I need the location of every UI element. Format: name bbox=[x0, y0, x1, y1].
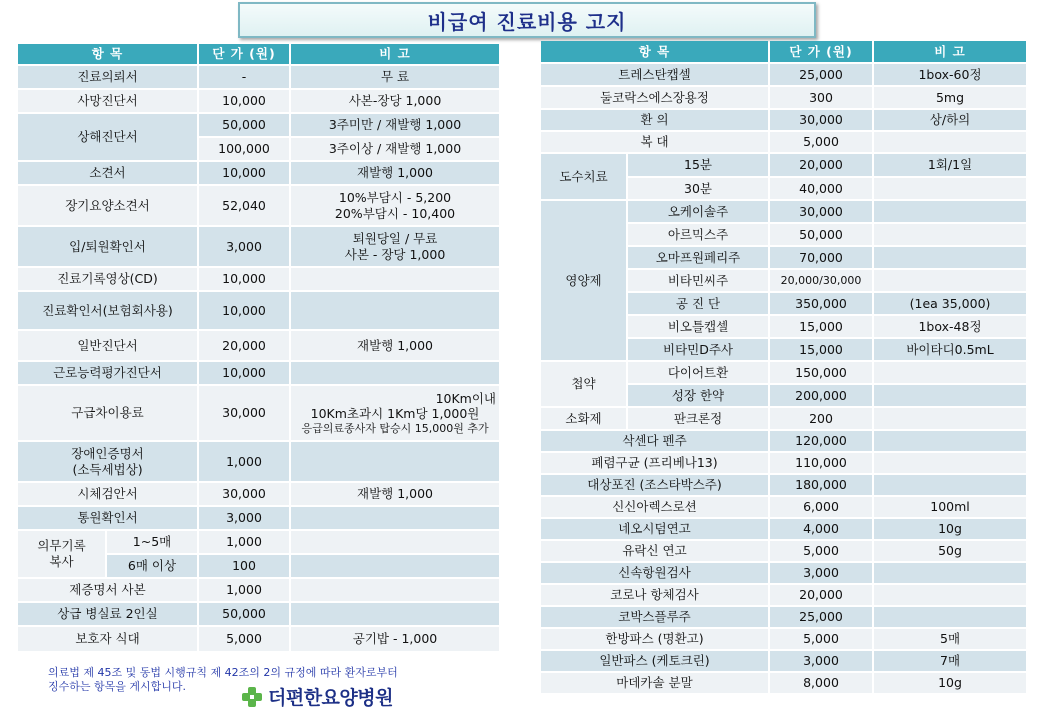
row-subitem: 공 진 단 bbox=[628, 293, 768, 314]
table-header bbox=[541, 41, 1026, 62]
item-line: (소득세법상) bbox=[72, 461, 143, 477]
row-price: 10,000 bbox=[199, 362, 289, 384]
row-price: 15,000 bbox=[770, 316, 872, 337]
row-price: 300 bbox=[770, 87, 872, 108]
row-subitem: 오케이솔주 bbox=[628, 201, 768, 222]
row-price: 50,000 bbox=[199, 603, 289, 625]
row-item: 상해진단서 bbox=[18, 114, 197, 160]
notice-line: 징수하는 항목을 게시합니다. bbox=[48, 680, 187, 693]
table-row bbox=[541, 651, 1026, 671]
table-row bbox=[18, 331, 499, 360]
row-note bbox=[291, 579, 499, 601]
row-note bbox=[874, 607, 1026, 627]
row-subitem: 비타민D주사 bbox=[628, 339, 768, 360]
row-price: 150,000 bbox=[770, 362, 872, 383]
table-row bbox=[18, 227, 499, 266]
row-note: 100ml bbox=[874, 497, 1026, 517]
note-line: 사본 - 장당 1,000 bbox=[344, 246, 446, 262]
row-price: 50,000 bbox=[770, 224, 872, 245]
row-note: 상/하의 bbox=[874, 110, 1026, 130]
row-item: 신신아렉스로션 bbox=[541, 497, 768, 517]
row-price: 5,000 bbox=[770, 132, 872, 152]
row-price: 4,000 bbox=[770, 519, 872, 539]
row-note bbox=[874, 408, 1026, 429]
row-price: 30,000 bbox=[770, 110, 872, 130]
row-price: 10,000 bbox=[199, 292, 289, 329]
row-item: 입/퇴원확인서 bbox=[18, 227, 197, 266]
row-price: 40,000 bbox=[770, 178, 872, 199]
header-item: 항 목 bbox=[541, 41, 768, 62]
row-subitem: 판크론정 bbox=[628, 408, 768, 429]
row-subitem: 6매 이상 bbox=[107, 555, 197, 577]
row-note bbox=[291, 442, 499, 481]
row-price: 200 bbox=[770, 408, 872, 429]
row-price: 200,000 bbox=[770, 385, 872, 406]
medical-cross-icon bbox=[240, 685, 264, 709]
table-row bbox=[18, 483, 499, 505]
row-item: 마데카솔 분말 bbox=[541, 673, 768, 693]
row-price: 70,000 bbox=[770, 247, 872, 268]
row-item: 구급차이용료 bbox=[18, 386, 197, 440]
row-price: 1,000 bbox=[199, 579, 289, 601]
row-item: 폐렴구균 (프리베나13) bbox=[541, 453, 768, 473]
row-price: 3,000 bbox=[770, 563, 872, 583]
row-note bbox=[874, 475, 1026, 495]
table-row bbox=[541, 431, 1026, 451]
row-price: 30,000 bbox=[199, 483, 289, 505]
row-subitem: 비오틀캡셀 bbox=[628, 316, 768, 337]
row-item: 한방파스 (명환고) bbox=[541, 629, 768, 649]
table-row bbox=[18, 292, 499, 329]
row-price: 6,000 bbox=[770, 497, 872, 517]
item-line: 의무기록 bbox=[37, 538, 86, 554]
note-line: 퇴원당일 / 무료 bbox=[352, 230, 438, 246]
row-note bbox=[874, 385, 1026, 406]
right-fee-table bbox=[539, 39, 1028, 695]
hospital-logo bbox=[240, 683, 393, 710]
row-note: 공기밥 - 1,000 bbox=[291, 627, 499, 651]
row-price: 20,000 bbox=[770, 585, 872, 605]
row-note: 1회/1일 bbox=[874, 154, 1026, 176]
row-note: 1box-48정 bbox=[874, 316, 1026, 337]
page-title: 비급여 진료비용 고지 bbox=[427, 9, 627, 34]
table-row bbox=[541, 563, 1026, 583]
row-subitem: 아르믹스주 bbox=[628, 224, 768, 245]
row-note bbox=[291, 555, 499, 577]
row-item: 환 의 bbox=[541, 110, 768, 130]
table-header bbox=[18, 44, 499, 64]
row-note bbox=[874, 362, 1026, 383]
row-subitem: 다이어트환 bbox=[628, 362, 768, 383]
row-note: 50g bbox=[874, 541, 1026, 561]
row-subitem: 오마프원페리주 bbox=[628, 247, 768, 268]
row-item: 삭센다 펜주 bbox=[541, 431, 768, 451]
row-price: 52,040 bbox=[199, 186, 289, 225]
row-note bbox=[291, 386, 499, 440]
row-note bbox=[291, 292, 499, 329]
row-price: 5,000 bbox=[199, 627, 289, 651]
row-item: 진료기록영상(CD) bbox=[18, 268, 197, 290]
row-note: 1box-60정 bbox=[874, 64, 1026, 85]
row-item bbox=[18, 531, 105, 577]
row-price: 25,000 bbox=[770, 607, 872, 627]
row-price: 350,000 bbox=[770, 293, 872, 314]
row-note bbox=[291, 362, 499, 384]
table-row bbox=[541, 362, 1026, 383]
row-note: 재발행 1,000 bbox=[291, 483, 499, 505]
table-row bbox=[541, 607, 1026, 627]
table-row bbox=[541, 87, 1026, 108]
item-line: 복사 bbox=[49, 554, 74, 569]
row-note: (1ea 35,000) bbox=[874, 293, 1026, 314]
row-subitem: 30분 bbox=[628, 178, 768, 199]
table-row bbox=[18, 114, 499, 136]
row-price: 30,000 bbox=[199, 386, 289, 440]
row-price: 3,000 bbox=[199, 507, 289, 529]
row-item: 근로능력평가진단서 bbox=[18, 362, 197, 384]
table-row bbox=[18, 386, 499, 440]
table-row bbox=[541, 132, 1026, 152]
row-note bbox=[874, 585, 1026, 605]
row-price: 8,000 bbox=[770, 673, 872, 693]
row-item: 소견서 bbox=[18, 162, 197, 184]
row-note: 무 료 bbox=[291, 66, 499, 88]
row-subitem: 1~5매 bbox=[107, 531, 197, 553]
header-price: 단 가 (원) bbox=[199, 44, 289, 64]
table-row bbox=[18, 531, 499, 553]
table-row bbox=[18, 162, 499, 184]
row-price: 1,000 bbox=[199, 442, 289, 481]
row-item: 보호자 식대 bbox=[18, 627, 197, 651]
row-item bbox=[18, 442, 197, 481]
table-row bbox=[541, 497, 1026, 517]
page-title-box bbox=[238, 2, 816, 38]
row-item: 진료의뢰서 bbox=[18, 66, 197, 88]
row-item: 일반진단서 bbox=[18, 331, 197, 360]
group-label: 소화제 bbox=[541, 408, 626, 429]
note-line: 10Km이내 bbox=[435, 390, 497, 406]
row-item: 네오시덤연고 bbox=[541, 519, 768, 539]
row-note: 바이타디0.5mL bbox=[874, 339, 1026, 360]
row-note bbox=[874, 224, 1026, 245]
row-subitem: 15분 bbox=[628, 154, 768, 176]
note-line: 응급의료종사자 탑승시 15,000원 추가 bbox=[301, 421, 489, 435]
table-row bbox=[18, 627, 499, 651]
row-note: 재발행 1,000 bbox=[291, 162, 499, 184]
row-item: 시체검안서 bbox=[18, 483, 197, 505]
row-price: 3,000 bbox=[770, 651, 872, 671]
row-item: 유락신 연고 bbox=[541, 541, 768, 561]
note-line: 10Km초과시 1Km당 1,000원 bbox=[310, 406, 480, 422]
row-item: 둘코락스에스장용정 bbox=[541, 87, 768, 108]
header-note: 비 고 bbox=[291, 44, 499, 64]
table-row bbox=[541, 541, 1026, 561]
row-item: 코로나 항체검사 bbox=[541, 585, 768, 605]
group-label: 영양제 bbox=[541, 201, 626, 360]
row-note bbox=[291, 268, 499, 290]
row-note bbox=[291, 603, 499, 625]
row-note: 5매 bbox=[874, 629, 1026, 649]
row-price: 10,000 bbox=[199, 90, 289, 112]
row-price: 10,000 bbox=[199, 162, 289, 184]
header-item: 항 목 bbox=[18, 44, 197, 64]
row-price: 5,000 bbox=[770, 629, 872, 649]
note-line: 20%부담시 - 10,400 bbox=[334, 205, 456, 221]
row-price: 50,000 bbox=[199, 114, 289, 136]
table-row bbox=[18, 603, 499, 625]
row-item: 신속항원검사 bbox=[541, 563, 768, 583]
row-note: 10g bbox=[874, 673, 1026, 693]
row-price: 1,000 bbox=[199, 531, 289, 553]
table-row bbox=[18, 507, 499, 529]
row-note bbox=[874, 201, 1026, 222]
row-price: 20,000 bbox=[199, 331, 289, 360]
row-note bbox=[874, 563, 1026, 583]
row-price: 10,000 bbox=[199, 268, 289, 290]
row-note bbox=[874, 247, 1026, 268]
table-row bbox=[18, 66, 499, 88]
group-label: 첩약 bbox=[541, 362, 626, 406]
left-fee-table bbox=[16, 42, 501, 653]
row-item: 일반파스 (케토크린) bbox=[541, 651, 768, 671]
row-price: 20,000 bbox=[770, 154, 872, 176]
group-label: 도수치료 bbox=[541, 154, 626, 199]
table-row bbox=[541, 629, 1026, 649]
table-row bbox=[541, 673, 1026, 693]
row-note bbox=[874, 431, 1026, 451]
row-item: 상급 병실료 2인실 bbox=[18, 603, 197, 625]
row-note: 10g bbox=[874, 519, 1026, 539]
row-note bbox=[291, 507, 499, 529]
table-row bbox=[18, 579, 499, 601]
item-line: 장애인증명서 bbox=[71, 445, 144, 461]
row-price: - bbox=[199, 66, 289, 88]
row-note: 재발행 1,000 bbox=[291, 331, 499, 360]
row-item: 코박스플루주 bbox=[541, 607, 768, 627]
row-price: 15,000 bbox=[770, 339, 872, 360]
table-row bbox=[541, 408, 1026, 429]
table-row bbox=[18, 90, 499, 112]
row-note bbox=[291, 227, 499, 266]
note-line: 10%부담시 - 5,200 bbox=[338, 189, 452, 205]
row-item: 통원확인서 bbox=[18, 507, 197, 529]
row-note: 3주이상 / 재발행 1,000 bbox=[291, 138, 499, 160]
table-row bbox=[541, 585, 1026, 605]
row-price: 120,000 bbox=[770, 431, 872, 451]
table-row bbox=[541, 110, 1026, 130]
row-subitem: 비타민씨주 bbox=[628, 270, 768, 291]
table-row bbox=[541, 154, 1026, 176]
row-note bbox=[291, 531, 499, 553]
table-row bbox=[18, 362, 499, 384]
row-note bbox=[874, 453, 1026, 473]
row-note: 사본-장당 1,000 bbox=[291, 90, 499, 112]
row-note bbox=[874, 132, 1026, 152]
table-row bbox=[18, 442, 499, 481]
row-item: 진료확인서(보험회사용) bbox=[18, 292, 197, 329]
table-row bbox=[541, 201, 1026, 222]
table-row bbox=[541, 519, 1026, 539]
row-note bbox=[874, 178, 1026, 199]
row-note bbox=[874, 270, 1026, 291]
row-price: 180,000 bbox=[770, 475, 872, 495]
row-item: 대상포진 (조스타박스주) bbox=[541, 475, 768, 495]
row-item: 트레스탄캡셀 bbox=[541, 64, 768, 85]
hospital-name: 더편한요양병원 bbox=[268, 687, 393, 709]
row-price: 100,000 bbox=[199, 138, 289, 160]
header-note: 비 고 bbox=[874, 41, 1026, 62]
header-price: 단 가 (원) bbox=[770, 41, 872, 62]
row-item: 제증명서 사본 bbox=[18, 579, 197, 601]
row-price: 110,000 bbox=[770, 453, 872, 473]
row-item: 장기요양소견서 bbox=[18, 186, 197, 225]
row-item: 사망진단서 bbox=[18, 90, 197, 112]
row-price: 5,000 bbox=[770, 541, 872, 561]
row-price: 30,000 bbox=[770, 201, 872, 222]
row-note: 5mg bbox=[874, 87, 1026, 108]
notice-line: 의료법 제 45조 및 동법 시행규칙 제 42조의 2의 규정에 따라 환자로부터 bbox=[48, 666, 398, 679]
table-row bbox=[541, 475, 1026, 495]
row-price: 3,000 bbox=[199, 227, 289, 266]
row-price: 25,000 bbox=[770, 64, 872, 85]
table-row bbox=[541, 453, 1026, 473]
row-price: 100 bbox=[199, 555, 289, 577]
row-note: 7매 bbox=[874, 651, 1026, 671]
table-row bbox=[18, 268, 499, 290]
table-row bbox=[541, 64, 1026, 85]
row-item: 복 대 bbox=[541, 132, 768, 152]
row-note bbox=[291, 186, 499, 225]
table-row bbox=[18, 186, 499, 225]
row-note: 3주미만 / 재발행 1,000 bbox=[291, 114, 499, 136]
row-price: 20,000/30,000 bbox=[770, 270, 872, 291]
row-subitem: 성장 한약 bbox=[628, 385, 768, 406]
